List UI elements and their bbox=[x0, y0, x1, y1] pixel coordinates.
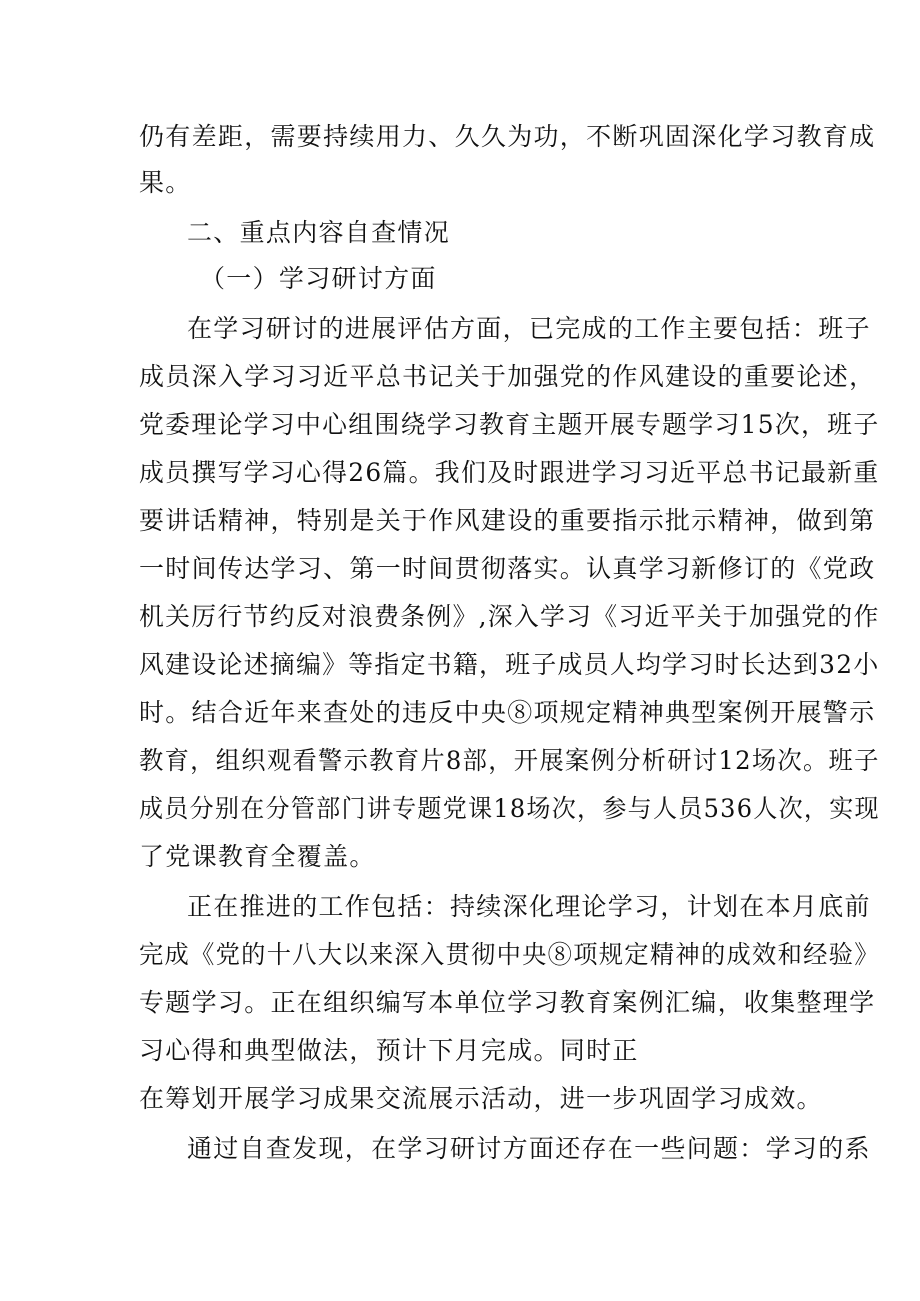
text-line: 一时间传达学习、第一时间贯彻落实。认真学习新修订的《党政 bbox=[139, 554, 876, 583]
subsection-heading: （一）学习研讨方面 bbox=[200, 264, 437, 293]
text-line: 成员撰写学习心得26篇。我们及时跟进学习习近平总书记最新重 bbox=[139, 458, 880, 487]
text-line: 风建设论述摘编》等指定书籍，班子成员人均学习时长达到32小 bbox=[139, 650, 880, 679]
text-line: 习心得和典型做法，预计下月完成。同时正 bbox=[139, 1036, 639, 1065]
text-line: 时。结合近年来查处的违反中央⑧项规定精神典型案例开展警示 bbox=[139, 698, 876, 727]
text-line: 在筹划开展学习成果交流展示活动，进一步巩固学习成效。 bbox=[139, 1084, 823, 1113]
text-line: 要讲话精神，特别是关于作风建设的重要指示批示精神，做到第 bbox=[139, 506, 876, 535]
text-line: 专题学习。正在组织编写本单位学习教育案例汇编，收集整理学 bbox=[139, 988, 876, 1017]
text-line: 党委理论学习中心组围绕学习教育主题开展专题学习15次，班子 bbox=[139, 410, 880, 439]
text-line: 果。 bbox=[139, 168, 192, 197]
text-line: 了党课教育全覆盖。 bbox=[139, 842, 376, 871]
text-line: 在学习研讨的进展评估方面，已完成的工作主要包括：班子 bbox=[187, 314, 871, 343]
text-line: 成员分别在分管部门讲专题党课18场次，参与人员536人次，实现 bbox=[139, 794, 880, 823]
text-line: 机关厉行节约反对浪费条例》,深入学习《习近平关于加强党的作 bbox=[139, 602, 880, 631]
text-line: 通过自查发现，在学习研讨方面还存在一些问题：学习的系 bbox=[187, 1134, 871, 1163]
text-line: 完成《党的十八大以来深入贯彻中央⑧项规定精神的成效和经验》 bbox=[139, 940, 880, 969]
text-line: 教育，组织观看警示教育片8部，开展案例分析研讨12场次。班子 bbox=[139, 746, 880, 775]
section-heading: 二、重点内容自查情况 bbox=[187, 218, 451, 247]
text-line: 正在推进的工作包括：持续深化理论学习，计划在本月底前 bbox=[187, 892, 871, 921]
text-line: 成员深入学习习近平总书记关于加强党的作风建设的重要论述， bbox=[139, 362, 876, 391]
text-line: 仍有差距，需要持续用力、久久为功，不断巩固深化学习教育成 bbox=[139, 122, 876, 151]
